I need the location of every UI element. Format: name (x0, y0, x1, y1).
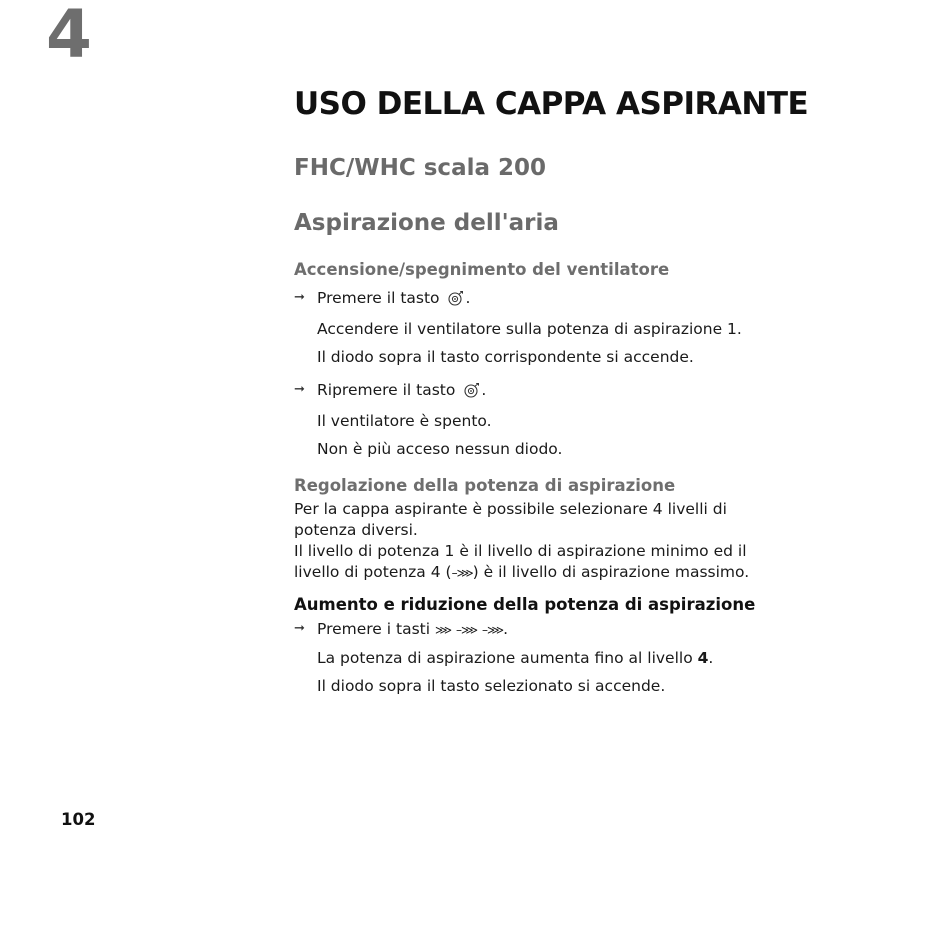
increase-decrease-heading: Aumento e riduzione della potenza di aspirazione (294, 595, 756, 614)
arrow-right-icon: ➞ (294, 382, 305, 397)
step-result: Il diodo sopra il tasto corrispondente si accende. (317, 348, 694, 366)
step-end: . (465, 289, 471, 307)
arrow-right-icon: ➞ (294, 290, 305, 305)
paragraph-text: Il livello di potenza 1 è il livello di aspirazione minimo ed il livello di potenza 4 ( (294, 542, 747, 581)
instruction-step (294, 618, 814, 641)
main-content (294, 84, 814, 697)
fan-icon (464, 382, 481, 404)
chapter-number: 4 (46, 0, 92, 73)
result-text: La potenza di aspirazione aumenta fino al livello (317, 649, 693, 667)
step-text: Premere il tasto (317, 289, 440, 307)
power-key-icon: –⋙ (456, 623, 478, 637)
power-level: 4 (697, 649, 709, 667)
power-regulation-heading: Regolazione della potenza di aspirazione (294, 476, 676, 495)
section-heading: Aspirazione dell'aria (294, 210, 559, 236)
paragraph (294, 541, 794, 584)
fan-icon (448, 290, 465, 312)
step-result: Non è più acceso nessun diodo. (317, 440, 563, 458)
fan-switch-heading: Accensione/spegnimento del ventilatore (294, 260, 670, 279)
model-heading: FHC/WHC scala 200 (294, 155, 547, 181)
instruction-step (294, 379, 814, 404)
instruction-step (294, 287, 814, 312)
step-result: Accendere il ventilatore sulla potenza di aspirazione 1. (317, 320, 742, 338)
page-title: USO DELLA CAPPA ASPIRANTE (294, 86, 809, 122)
power-key-icon: –⋙ (482, 623, 504, 637)
step-end: . (481, 381, 487, 399)
step-result: Il ventilatore è spento. (317, 412, 492, 430)
step-result (294, 647, 814, 669)
arrow-right-icon: ➞ (294, 621, 305, 636)
power-key-icon: ⋙ (434, 623, 452, 637)
step-end: . (503, 620, 509, 638)
page-number: 102 (61, 810, 96, 829)
max-power-key-icon: –⋙ (451, 566, 473, 580)
paragraph: Per la cappa aspirante è possibile selezionare 4 livelli di potenza diversi. (294, 500, 727, 539)
step-result: Il diodo sopra il tasto selezionato si accende. (317, 677, 666, 695)
step-text: Ripremere il tasto (317, 381, 456, 399)
step-text: Premere i tasti (317, 620, 431, 638)
paragraph-text: ) è il livello di aspirazione massimo. (472, 563, 750, 581)
result-end: . (708, 649, 714, 667)
